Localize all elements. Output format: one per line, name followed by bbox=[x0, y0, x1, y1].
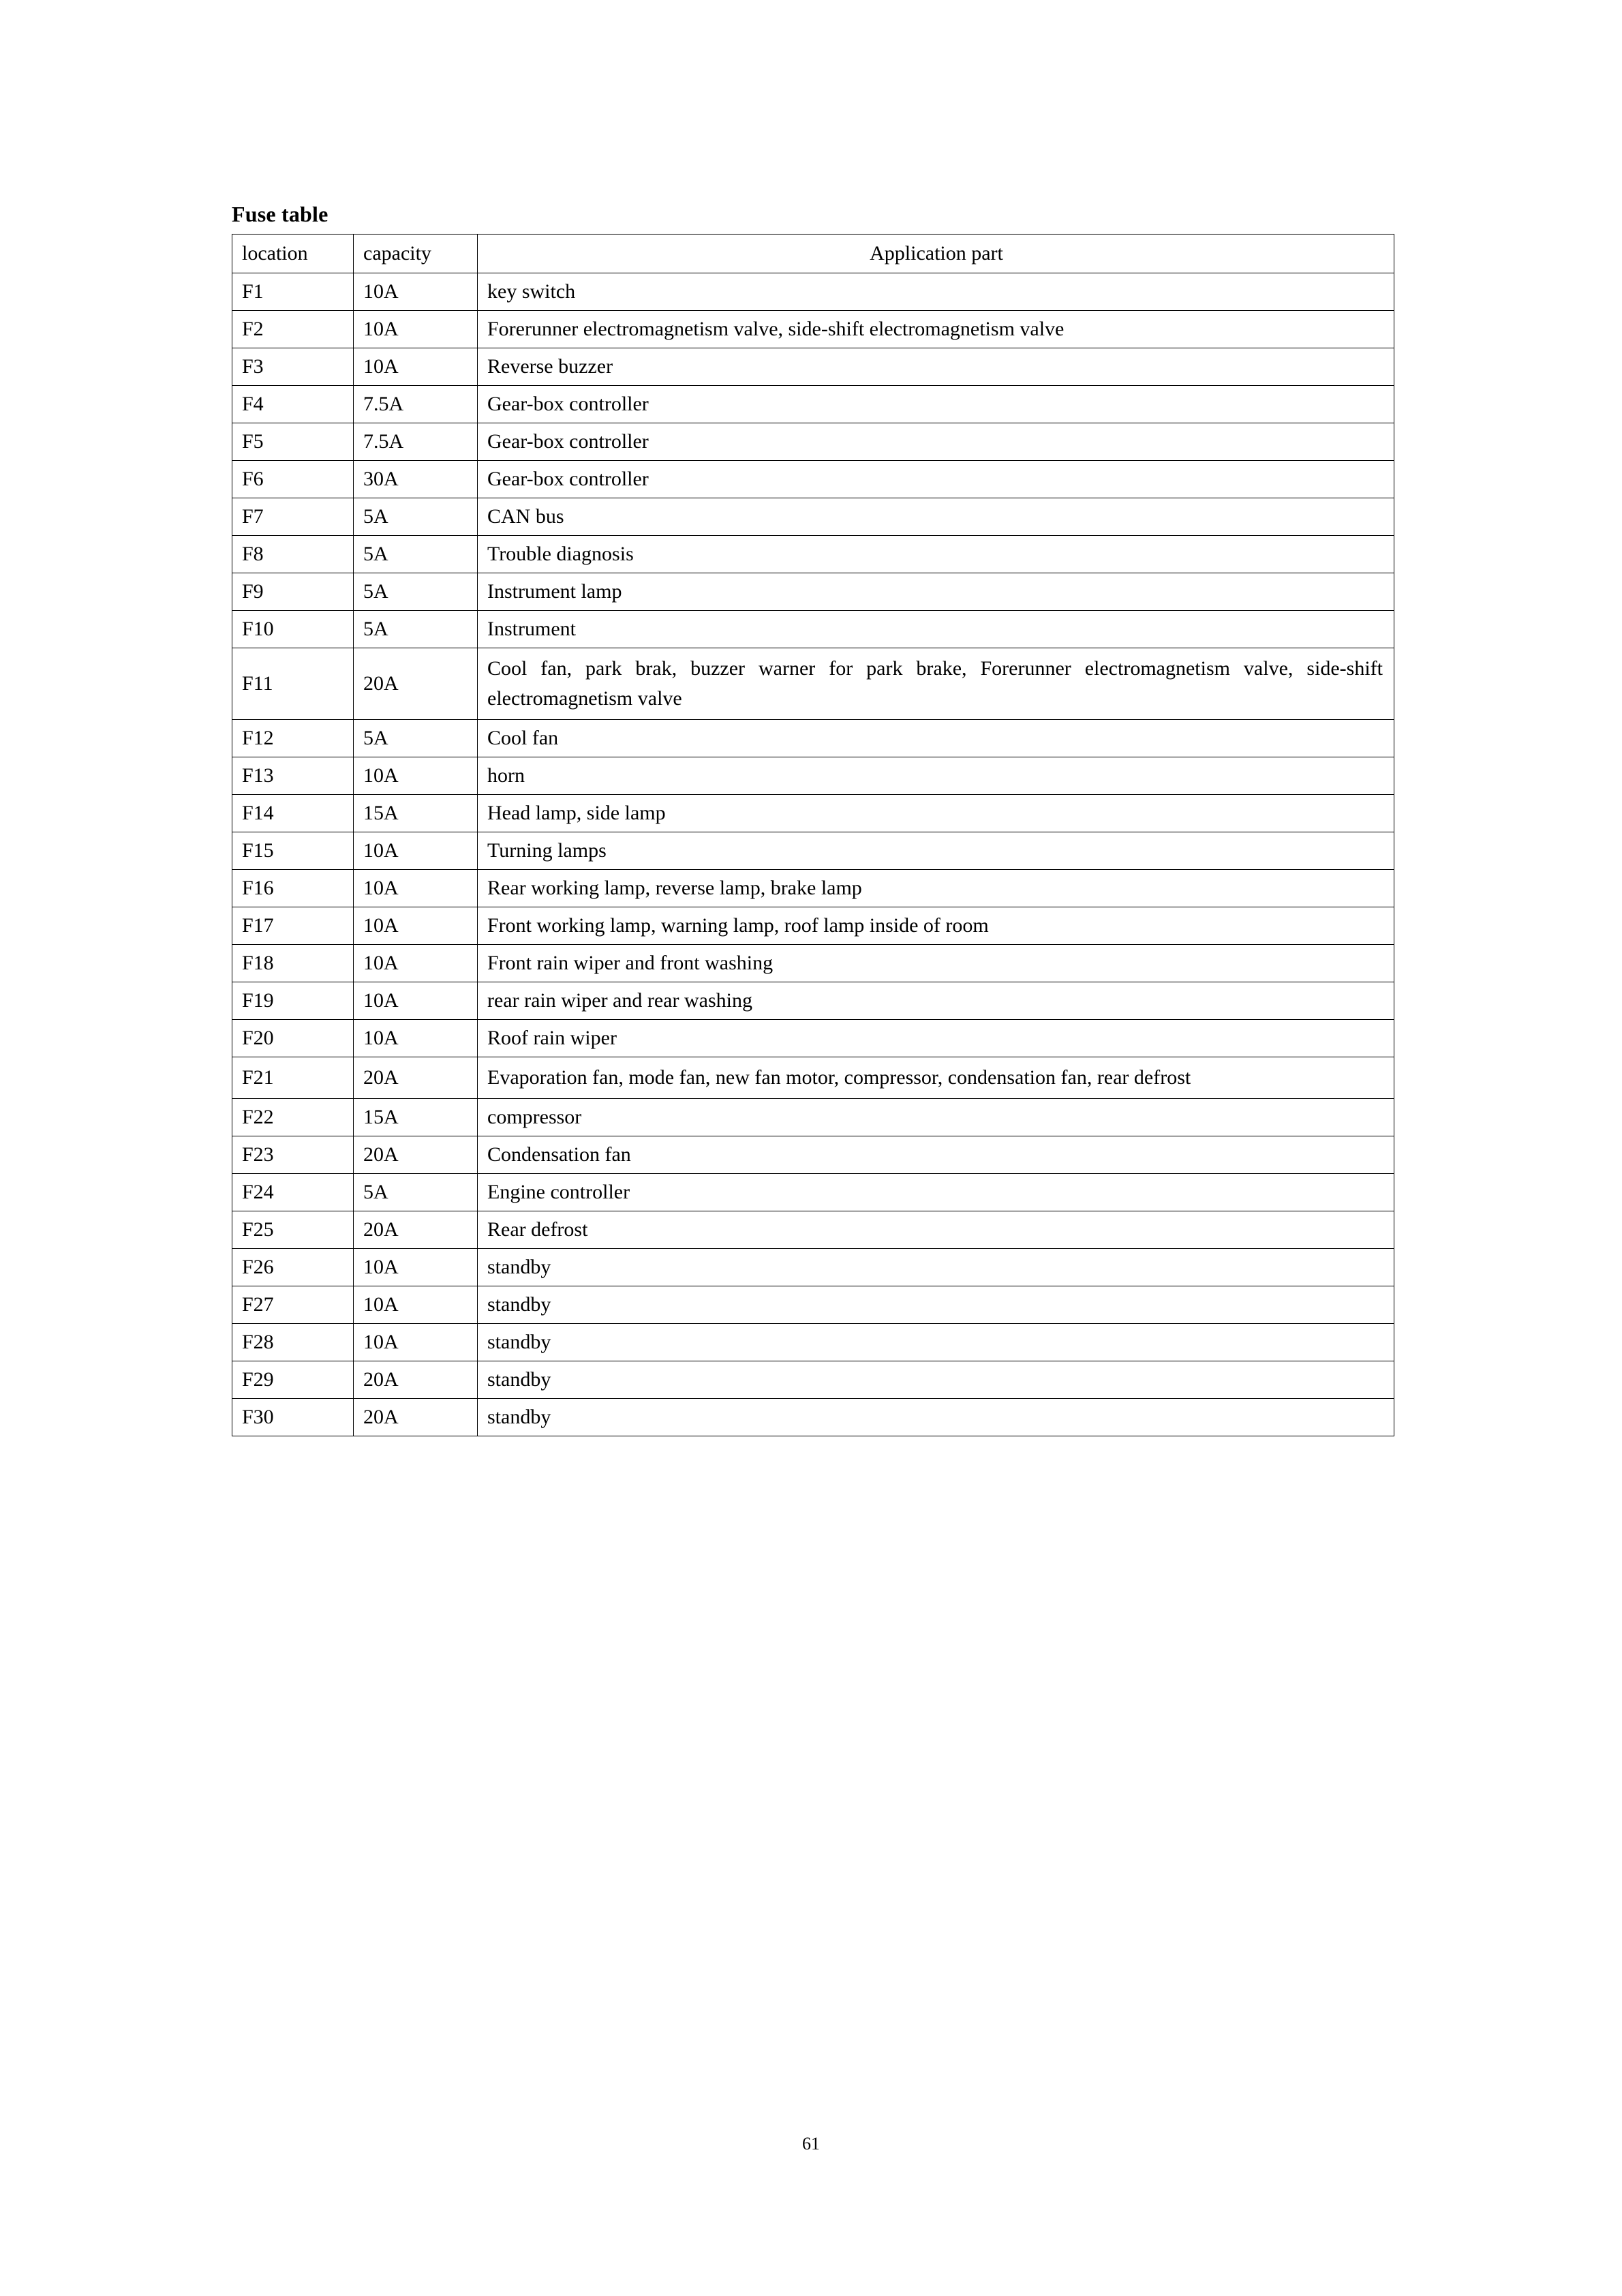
cell-application bbox=[478, 795, 1394, 832]
cell-location-text: F4 bbox=[242, 393, 264, 415]
cell-capacity bbox=[354, 945, 478, 982]
cell-location-text: F22 bbox=[242, 1106, 274, 1128]
table-row bbox=[232, 945, 1394, 982]
cell-application-text: Cool fan, park brak, buzzer warner for park brake, Forerunner electromagnetism valve, side-shift electromagnetism valve bbox=[487, 657, 1383, 710]
cell-application-text: Forerunner electromagnetism valve, side-shift electromagnetism valve bbox=[487, 318, 1065, 340]
cell-location-text: F29 bbox=[242, 1368, 274, 1391]
cell-capacity bbox=[354, 720, 478, 757]
cell-application-text: rear rain wiper and rear washing bbox=[487, 989, 752, 1012]
cell-location bbox=[232, 982, 354, 1020]
cell-location-text: F28 bbox=[242, 1331, 274, 1353]
cell-location-text: F10 bbox=[242, 618, 274, 640]
cell-location bbox=[232, 423, 354, 461]
table-row bbox=[232, 1399, 1394, 1436]
cell-location bbox=[232, 498, 354, 536]
cell-capacity bbox=[354, 573, 478, 611]
cell-location-text: F16 bbox=[242, 877, 274, 899]
table-row bbox=[232, 870, 1394, 907]
table-row bbox=[232, 423, 1394, 461]
cell-capacity-text: 10A bbox=[363, 318, 399, 340]
cell-capacity-text: 5A bbox=[363, 727, 388, 749]
cell-capacity bbox=[354, 982, 478, 1020]
cell-capacity-text: 10A bbox=[363, 952, 399, 974]
table-row bbox=[232, 1099, 1394, 1136]
table-row bbox=[232, 311, 1394, 348]
table-row bbox=[232, 273, 1394, 311]
page-title: Fuse table bbox=[232, 202, 328, 226]
cell-application bbox=[478, 461, 1394, 498]
cell-application bbox=[478, 1136, 1394, 1174]
cell-location bbox=[232, 273, 354, 311]
cell-capacity bbox=[354, 757, 478, 795]
fuse-table bbox=[232, 234, 1394, 1436]
cell-capacity-text: 5A bbox=[363, 618, 388, 640]
cell-location bbox=[232, 832, 354, 870]
table-row bbox=[232, 386, 1394, 423]
cell-application bbox=[478, 648, 1394, 720]
cell-application-text: Instrument bbox=[487, 618, 576, 640]
cell-location bbox=[232, 311, 354, 348]
cell-location bbox=[232, 1057, 354, 1099]
cell-location-text: F8 bbox=[242, 543, 264, 565]
cell-location-text: F11 bbox=[242, 672, 273, 695]
cell-application bbox=[478, 1057, 1394, 1099]
cell-application-text: compressor bbox=[487, 1106, 582, 1128]
cell-location-text: F18 bbox=[242, 952, 274, 974]
cell-application-text: standby bbox=[487, 1368, 551, 1391]
cell-capacity-text: 5A bbox=[363, 505, 388, 528]
cell-capacity-text: 15A bbox=[363, 802, 399, 824]
column-header-location bbox=[232, 235, 354, 273]
table-row bbox=[232, 1211, 1394, 1249]
column-header-application-label: Application part bbox=[870, 242, 1003, 265]
cell-capacity bbox=[354, 1211, 478, 1249]
cell-application bbox=[478, 1020, 1394, 1057]
cell-capacity bbox=[354, 1399, 478, 1436]
cell-application bbox=[478, 1174, 1394, 1211]
cell-application bbox=[478, 1399, 1394, 1436]
cell-location bbox=[232, 1099, 354, 1136]
cell-capacity-text: 30A bbox=[363, 468, 399, 490]
table-row bbox=[232, 498, 1394, 536]
cell-application bbox=[478, 573, 1394, 611]
cell-application bbox=[478, 1286, 1394, 1324]
table-row bbox=[232, 832, 1394, 870]
cell-location bbox=[232, 348, 354, 386]
cell-location-text: F3 bbox=[242, 355, 264, 378]
column-header-capacity bbox=[354, 235, 478, 273]
cell-application-text: Rear working lamp, reverse lamp, brake lamp bbox=[487, 877, 862, 899]
cell-location-text: F9 bbox=[242, 580, 264, 603]
table-row bbox=[232, 1286, 1394, 1324]
cell-capacity bbox=[354, 311, 478, 348]
table-row bbox=[232, 1324, 1394, 1361]
cell-application bbox=[478, 1211, 1394, 1249]
cell-capacity bbox=[354, 611, 478, 648]
cell-capacity bbox=[354, 1174, 478, 1211]
cell-application-text: standby bbox=[487, 1293, 551, 1316]
cell-location-text: F7 bbox=[242, 505, 264, 528]
cell-application bbox=[478, 832, 1394, 870]
cell-location-text: F26 bbox=[242, 1256, 274, 1278]
cell-application bbox=[478, 348, 1394, 386]
cell-application bbox=[478, 611, 1394, 648]
table-row bbox=[232, 1361, 1394, 1399]
cell-capacity-text: 10A bbox=[363, 764, 399, 787]
cell-capacity bbox=[354, 648, 478, 720]
cell-location bbox=[232, 536, 354, 573]
cell-application-text: Head lamp, side lamp bbox=[487, 802, 666, 824]
cell-capacity bbox=[354, 907, 478, 945]
table-row bbox=[232, 536, 1394, 573]
cell-location bbox=[232, 795, 354, 832]
table-row bbox=[232, 907, 1394, 945]
cell-capacity bbox=[354, 1020, 478, 1057]
column-header-application bbox=[478, 235, 1394, 273]
cell-capacity bbox=[354, 1324, 478, 1361]
cell-location bbox=[232, 1136, 354, 1174]
cell-application-text: Gear-box controller bbox=[487, 468, 649, 490]
cell-capacity-text: 7.5A bbox=[363, 393, 404, 415]
cell-capacity bbox=[354, 498, 478, 536]
cell-capacity bbox=[354, 386, 478, 423]
cell-capacity-text: 20A bbox=[363, 1406, 399, 1428]
cell-application-text: Cool fan bbox=[487, 727, 559, 749]
cell-location bbox=[232, 1361, 354, 1399]
cell-application-text: standby bbox=[487, 1331, 551, 1353]
cell-application bbox=[478, 907, 1394, 945]
cell-capacity bbox=[354, 1057, 478, 1099]
cell-location-text: F15 bbox=[242, 839, 274, 862]
cell-application bbox=[478, 311, 1394, 348]
table-row bbox=[232, 1249, 1394, 1286]
cell-location bbox=[232, 1286, 354, 1324]
cell-location-text: F23 bbox=[242, 1143, 274, 1166]
cell-capacity-text: 20A bbox=[363, 1143, 399, 1166]
cell-application bbox=[478, 982, 1394, 1020]
cell-location-text: F12 bbox=[242, 727, 274, 749]
cell-location bbox=[232, 945, 354, 982]
cell-capacity-text: 7.5A bbox=[363, 430, 404, 453]
cell-capacity-text: 10A bbox=[363, 1027, 399, 1049]
table-row bbox=[232, 795, 1394, 832]
cell-location-text: F19 bbox=[242, 989, 274, 1012]
cell-capacity-text: 5A bbox=[363, 1181, 388, 1203]
cell-application-text: Evaporation fan, mode fan, new fan motor, compressor, condensation fan, rear defrost bbox=[487, 1066, 1191, 1089]
cell-application bbox=[478, 1361, 1394, 1399]
cell-capacity-text: 10A bbox=[363, 355, 399, 378]
cell-application-text: Engine controller bbox=[487, 1181, 630, 1203]
cell-application-text: Front working lamp, warning lamp, roof lamp inside of room bbox=[487, 914, 989, 937]
cell-application-text: Trouble diagnosis bbox=[487, 543, 634, 565]
column-header-capacity-label: capacity bbox=[363, 242, 431, 265]
cell-capacity-text: 10A bbox=[363, 1293, 399, 1316]
cell-application bbox=[478, 498, 1394, 536]
cell-application-text: standby bbox=[487, 1256, 551, 1278]
cell-capacity-text: 20A bbox=[363, 1066, 399, 1089]
cell-application bbox=[478, 720, 1394, 757]
table-row bbox=[232, 648, 1394, 720]
cell-location-text: F25 bbox=[242, 1218, 274, 1241]
cell-application bbox=[478, 1324, 1394, 1361]
cell-capacity-text: 5A bbox=[363, 580, 388, 603]
cell-location bbox=[232, 720, 354, 757]
table-row bbox=[232, 348, 1394, 386]
cell-capacity bbox=[354, 1361, 478, 1399]
cell-location bbox=[232, 461, 354, 498]
cell-application-text: CAN bus bbox=[487, 505, 564, 528]
table-header bbox=[232, 235, 1394, 273]
cell-location bbox=[232, 648, 354, 720]
table-row bbox=[232, 573, 1394, 611]
page-number: 61 bbox=[802, 2134, 820, 2154]
page-content bbox=[232, 201, 1394, 1436]
table-row bbox=[232, 461, 1394, 498]
cell-capacity-text: 20A bbox=[363, 1368, 399, 1391]
cell-application-text: Roof rain wiper bbox=[487, 1027, 617, 1049]
table-row bbox=[232, 1020, 1394, 1057]
cell-location-text: F21 bbox=[242, 1066, 274, 1089]
cell-location bbox=[232, 757, 354, 795]
cell-application-text: Turning lamps bbox=[487, 839, 607, 862]
cell-location bbox=[232, 1249, 354, 1286]
cell-application-text: Instrument lamp bbox=[487, 580, 622, 603]
table-row bbox=[232, 982, 1394, 1020]
cell-capacity-text: 10A bbox=[363, 914, 399, 937]
cell-location bbox=[232, 907, 354, 945]
cell-capacity-text: 15A bbox=[363, 1106, 399, 1128]
table-header-row bbox=[232, 235, 1394, 273]
cell-capacity bbox=[354, 273, 478, 311]
cell-application bbox=[478, 536, 1394, 573]
cell-capacity bbox=[354, 536, 478, 573]
cell-location-text: F13 bbox=[242, 764, 274, 787]
cell-location-text: F1 bbox=[242, 280, 264, 303]
cell-application bbox=[478, 870, 1394, 907]
cell-application bbox=[478, 423, 1394, 461]
cell-location bbox=[232, 1174, 354, 1211]
cell-location-text: F2 bbox=[242, 318, 264, 340]
cell-location bbox=[232, 1211, 354, 1249]
table-row bbox=[232, 1174, 1394, 1211]
table-body bbox=[232, 273, 1394, 1436]
cell-application-text: Condensation fan bbox=[487, 1143, 631, 1166]
cell-application bbox=[478, 945, 1394, 982]
cell-capacity-text: 5A bbox=[363, 543, 388, 565]
cell-capacity bbox=[354, 795, 478, 832]
cell-application bbox=[478, 1249, 1394, 1286]
cell-location bbox=[232, 1399, 354, 1436]
cell-location-text: F24 bbox=[242, 1181, 274, 1203]
cell-location bbox=[232, 573, 354, 611]
cell-application bbox=[478, 273, 1394, 311]
cell-location-text: F17 bbox=[242, 914, 274, 937]
cell-location bbox=[232, 1324, 354, 1361]
table-row bbox=[232, 720, 1394, 757]
cell-capacity bbox=[354, 832, 478, 870]
cell-capacity bbox=[354, 1249, 478, 1286]
cell-capacity bbox=[354, 348, 478, 386]
cell-application bbox=[478, 386, 1394, 423]
cell-capacity bbox=[354, 461, 478, 498]
table-row bbox=[232, 611, 1394, 648]
cell-application-text: key switch bbox=[487, 280, 576, 303]
cell-capacity-text: 10A bbox=[363, 1256, 399, 1278]
cell-location-text: F5 bbox=[242, 430, 264, 453]
cell-application-text: Rear defrost bbox=[487, 1218, 588, 1241]
cell-application bbox=[478, 757, 1394, 795]
cell-capacity-text: 10A bbox=[363, 877, 399, 899]
cell-location bbox=[232, 870, 354, 907]
cell-capacity-text: 10A bbox=[363, 280, 399, 303]
cell-location-text: F27 bbox=[242, 1293, 274, 1316]
cell-application-text: Gear-box controller bbox=[487, 430, 649, 453]
cell-capacity bbox=[354, 423, 478, 461]
cell-capacity-text: 20A bbox=[363, 672, 399, 695]
cell-application bbox=[478, 1099, 1394, 1136]
cell-application-text: Front rain wiper and front washing bbox=[487, 952, 774, 974]
cell-location bbox=[232, 1020, 354, 1057]
cell-application-text: Gear-box controller bbox=[487, 393, 649, 415]
cell-location-text: F14 bbox=[242, 802, 274, 824]
cell-location bbox=[232, 611, 354, 648]
cell-capacity bbox=[354, 1099, 478, 1136]
cell-application-text: horn bbox=[487, 764, 525, 787]
cell-capacity-text: 20A bbox=[363, 1218, 399, 1241]
cell-application-text: Reverse buzzer bbox=[487, 355, 613, 378]
cell-capacity-text: 10A bbox=[363, 1331, 399, 1353]
column-header-location-label: location bbox=[242, 242, 308, 265]
cell-location-text: F30 bbox=[242, 1406, 274, 1428]
cell-capacity-text: 10A bbox=[363, 839, 399, 862]
cell-capacity bbox=[354, 1136, 478, 1174]
cell-capacity-text: 10A bbox=[363, 989, 399, 1012]
cell-location bbox=[232, 386, 354, 423]
cell-location-text: F20 bbox=[242, 1027, 274, 1049]
table-row bbox=[232, 1136, 1394, 1174]
table-row bbox=[232, 1057, 1394, 1099]
cell-location-text: F6 bbox=[242, 468, 264, 490]
cell-capacity bbox=[354, 1286, 478, 1324]
table-row bbox=[232, 757, 1394, 795]
cell-application-text: standby bbox=[487, 1406, 551, 1428]
cell-capacity bbox=[354, 870, 478, 907]
